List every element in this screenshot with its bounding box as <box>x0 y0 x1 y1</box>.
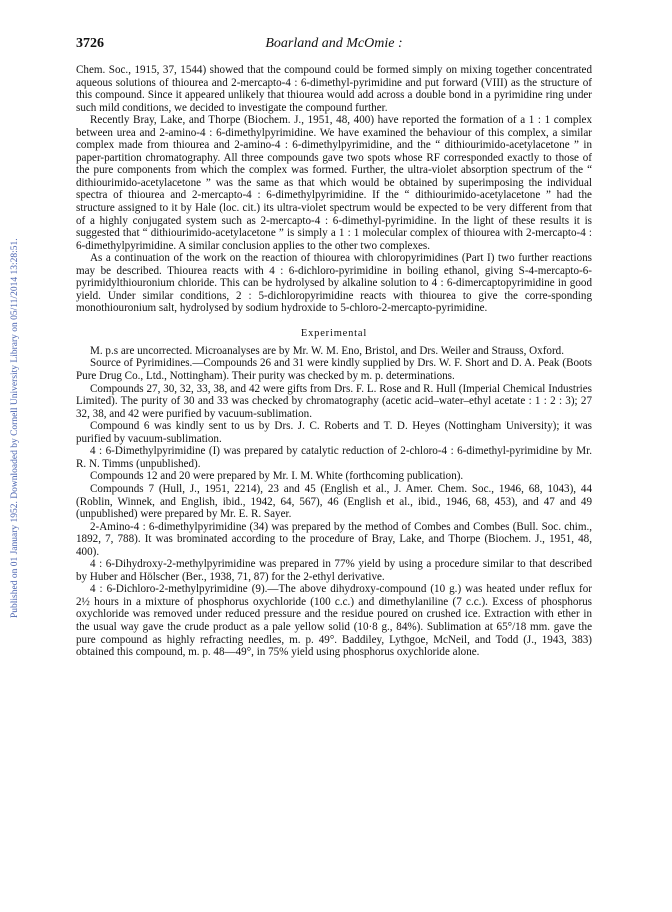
paragraph: 4 : 6-Dihydroxy-2-methylpyrimidine was prepared in 77% yield by using a procedure similar to that described by Huber and Hölscher (Ber., 1938, 71, 87) for the 2-ethyl derivative. <box>76 558 592 583</box>
intro-section <box>76 64 592 315</box>
paragraph: As a continuation of the work on the reaction of thiourea with chloropyrimidines (Part I) two further reactions may be described. Thiourea reacts with 4 : 6-dichloro-pyrimidine in boiling ethanol, giving S-4-mercapto-6-pyrimidylthiouronium chloride. This can be hydrolysed by alkaline solution to 4 : 6-dimercaptopyrimidine in good yield. Under similar conditions, 2 : 5-dichloropyrimidine reacts with thiourea to give the corre-sponding monothiouronium salt, hydrolysed by sodium hydroxide to 5-chloro-2-mercapto-pyrimidine. <box>76 252 592 315</box>
paragraph: Compounds 12 and 20 were prepared by Mr. I. M. White (forthcoming publication). <box>90 470 464 483</box>
paragraph: 4 : 6-Dimethylpyrimidine (I) was prepared by catalytic reduction of 2-chloro-4 : 6-dimethyl-pyrimidine by Mr. R. N. Timms (unpublished). <box>76 445 592 470</box>
download-watermark: Published on 01 January 1952. Downloaded by Cornell University Library on 05/11/2014 13:28:51. <box>10 238 20 618</box>
experimental-section <box>76 345 592 659</box>
page-header <box>76 36 592 54</box>
paragraph: Compounds 27, 30, 32, 33, 38, and 42 were gifts from Drs. F. L. Rose and R. Hull (Imperial Chemical Industries Limited). The purity of 30 and 33 was checked by chromatography (acetic acid–water–ethyl acetate : 1 : 2 : 3); 27 32, 38, and 42 were purified by vacuum-sublimation. <box>76 382 592 420</box>
paragraph: Chem. Soc., 1915, 37, 1544) showed that the compound could be formed simply on mixing together concentrated aqueous solutions of thiourea and 2-mercapto-4 : 6-dimethyl-pyrimidine and put forward (VIII) as the structure of this compound. Since it appeared unlikely that thiourea would add across a double bond in a pyrimidine ring under such mild conditions, we decided to investigate the compound further. <box>76 64 592 114</box>
paragraph: Compound 6 was kindly sent to us by Drs. J. C. Roberts and T. D. Heyes (Nottingham University); it was purified by vacuum-sublimation. <box>76 420 592 445</box>
paragraph: Compounds 7 (Hull, J., 1951, 2214), 23 and 45 (English et al., J. Amer. Chem. Soc., 1946, 68, 1043), 44 (Roblin, Winnek, and English, ibid., 1942, 64, 567), 46 (English et al., ibid., 1946, 68, 453), and 47 and 49 (unpublished) were prepared by Mr. E. R. Sayer. <box>76 482 592 521</box>
page <box>76 36 592 659</box>
paragraph: 2-Amino-4 : 6-dimethylpyrimidine (34) was prepared by the method of Combes and Combes (Bull. Soc. chim., 1892, 7, 788). It was brominated according to the procedure of Bray, Lake, and Thorpe (Biochem. J., 1951, 48, 400). <box>76 520 592 558</box>
paragraph: 4 : 6-Dichloro-2-methylpyrimidine (9).—The above dihydroxy-compound (10 g.) was heated under reflux for 2½ hours in a mixture of phosphorus oxychloride (100 c.c.) and dimethylaniline (7 c.c.). Excess of phosphorus oxychloride was removed under reduced pressure and the residue poured on crushed ice. Extraction with ether in the usual way gave the crude product as a pale yellow solid (10·8 g., 84%). Sublimation at 65°/18 mm. gave the pure compound as highly refracting needles, m. p. 49°. Baddiley, Lythgoe, McNeil, and Todd (J., 1943, 383) obtained this compound, m. p. 48—49°, in 75% yield using phosphorus oxychloride alone. <box>76 583 592 659</box>
section-title: Experimental <box>300 327 368 339</box>
running-title: Boarland and McOmie : <box>265 36 403 51</box>
paragraph: M. p.s are uncorrected. Microanalyses are by Mr. W. M. Eno, Bristol, and Drs. Weiler and Strauss, Oxford. <box>90 344 564 357</box>
paragraph: Source of Pyrimidines.—Compounds 26 and 31 were kindly supplied by Drs. W. F. Short and D. A. Peak (Boots Pure Drug Co., Ltd., Nottingham). Their purity was checked by m. p. determinations. <box>76 357 592 383</box>
page-number: 3726 <box>76 36 104 51</box>
paragraph: Recently Bray, Lake, and Thorpe (Biochem. J., 1951, 48, 400) have reported the formation of a 1 : 1 complex between urea and 2-amino-4 : 6-dimethylpyrimidine. We have examined the behaviour of this complex, a similar complex made from thiourea and 2-amino-4 : 6-dimethylpyrimidine, and the “ dithiourimido-acetylacetone ” in paper-partition chromatography. All three compounds gave two spots whose RF corresponded exactly to those of the pure components from which the complex was formed. Further, the ultra-violet absorption spectrum of the “ dithiourimido-acetylacetone ” was the same as that which would be obtained by superimposing the individual spectra of thiourea and 2-mercapto-4 : 6-dimethylpyrimidine. If the “ dithiourimido-acetylacetone ” had the structure assigned to it by Hale (loc. cit.) its ultra-violet spectrum would be expected to be very different from that of a highly conjugated system such as 2-mercapto-4 : 6-dimethyl-pyrimidine. In the light of these results it is suggested that “ dithiourimido-acetylacetone ” is simply a 1 : 1 molecular complex of thiourea with 2-mercapto-4 : 6-dimethylpyrimidine. A similar conclusion applies to the other two complexes. <box>76 114 592 252</box>
